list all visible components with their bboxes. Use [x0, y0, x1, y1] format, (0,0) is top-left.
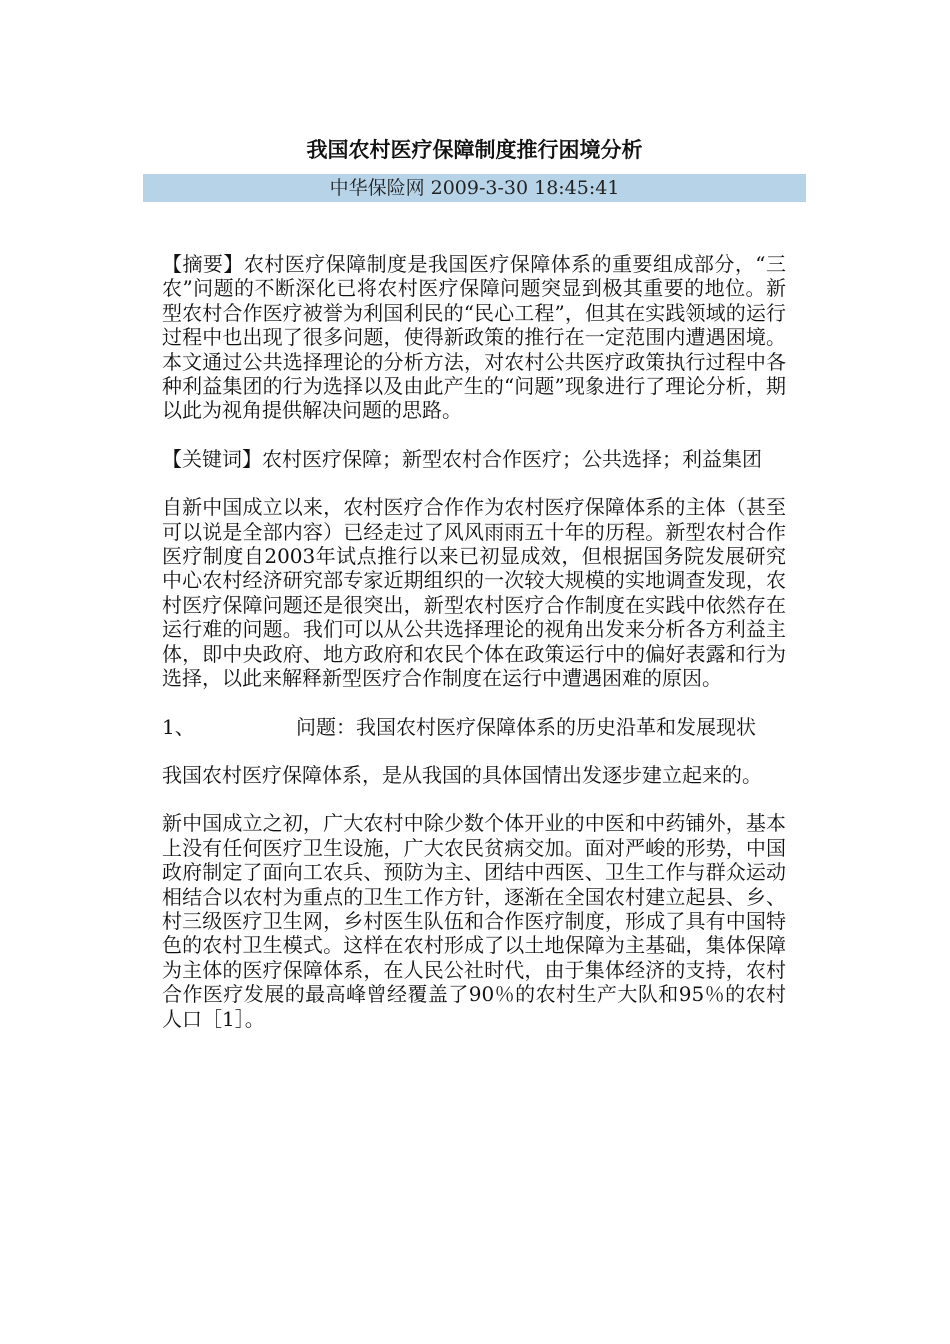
article-body: [162, 252, 786, 1055]
section-heading: [162, 715, 786, 739]
source-date-bar: 中华保险网 2009-3-30 18:45:41: [143, 174, 806, 202]
section-heading-text: 问题：我国农村医疗保障体系的历史沿革和发展现状: [296, 714, 756, 739]
document-title: 我国农村医疗保障制度推行困境分析: [306, 138, 643, 162]
section-number: 1、: [162, 714, 195, 739]
body-paragraph-2: 新中国成立之初，广大农村中除少数个体开业的中医和中药铺外，基本上没有任何医疗卫生设施，广大农民贫病交加。面对严峻的形势，中国政府制定了面向工农兵、预防为主、团结中西医、卫生工作与群众运动相结合以农村为重点的卫生工作方针，逐渐在全国农村建立起县、乡、村三级医疗卫生网，乡村医生队伍和合作医疗制度，形成了具有中国特色的农村卫生模式。这样在农村形成了以土地保障为主基础，集体保障为主体的医疗保障体系，在人民公社时代，由于集体经济的支持，农村合作医疗发展的最高峰曾经覆盖了90％的农村生产大队和95％的农村人口［1］。: [162, 811, 786, 1031]
intro-paragraph: 自新中国成立以来，农村医疗合作作为农村医疗保障体系的主体（甚至可以说是全部内容）已经走过了风风雨雨五十年的历程。新型农村合作医疗制度自2003年试点推行以来已初显成效，但根据国务院发展研究中心农村经济研究部专家近期组织的一次较大规模的实地调查发现，农村医疗保障问题还是很突出，新型农村医疗合作制度在实践中依然存在运行难的问题。我们可以从公共选择理论的视角出发来分析各方利益主体，即中央政府、地方政府和农民个体在政策运行中的偏好表露和行为选择，以此来解释新型医疗合作制度在运行中遭遇困难的原因。: [162, 495, 786, 691]
keywords-paragraph: 【关键词】农村医疗保障；新型农村合作医疗；公共选择；利益集团: [162, 446, 762, 471]
abstract-paragraph: 【摘要】农村医疗保障制度是我国医疗保障体系的重要组成部分，“三农”问题的不断深化已将农村医疗保障问题突显到极其重要的地位。新型农村合作医疗被誉为利国利民的“民心工程”，但其在实践领域的运行过程中也出现了很多问题，使得新政策的推行在一定范围内遭遇困境。本文通过公共选择理论的分析方法，对农村公共医疗政策执行过程中各种利益集团的行为选择以及由此产生的“问题”现象进行了理论分析，期以此为视角提供解决问题的思路。: [162, 252, 786, 423]
body-paragraph-1: 我国农村医疗保障体系，是从我国的具体国情出发逐步建立起来的。: [162, 762, 762, 787]
